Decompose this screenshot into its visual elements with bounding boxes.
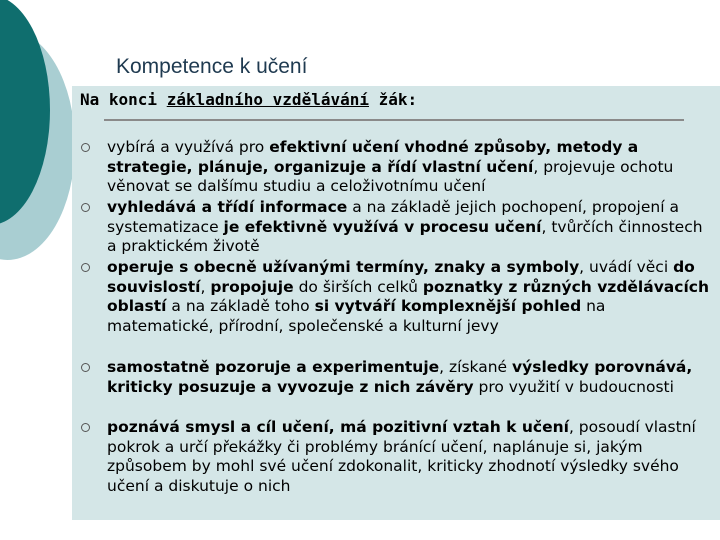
heading-prefix: Na konci [80,90,167,109]
list-item: samostatně pozoruje a experimentuje, získané výsledky porovnává, kriticky posuzuje a vyvozuje z nich závěry pro využití v budoucnosti [76,358,712,418]
list-item: vybírá a využívá pro efektivní učení vhodné způsoby, metody a strategie, plánuje, organizuje a řídí vlastní učení, projevuje ochotu věnovat se dalšímu studiu a celoživotnímu učení [76,138,712,198]
bullet-icon [81,363,90,372]
list-item: operuje s obecně užívanými termíny, znaky a symboly, uvádí věci do souvislostí, propojuje do širších celků poznatky z různých vzdělávacích oblastí a na základě toho si vytváří komplexnější pohled na matematické, přírodní, společenské a kulturní jevy [76,258,712,358]
competence-list [76,138,712,496]
heading-link[interactable]: základního vzdělávání [166,90,369,109]
bullet-icon [81,203,90,212]
list-item: poznává smysl a cíl učení, má pozitivní vztah k učení, posoudí vlastní pokrok a určí překážky či problémy bránící učení, naplánuje si, jakým způsobem by mohl své učení zdokonalit, kriticky zhodnotí výsledky svého učení a diskutuje o nich [76,418,712,496]
divider-line [104,119,684,121]
bullet-icon [81,263,90,272]
section-heading [80,90,417,109]
slide-title: Kompetence k učení [116,55,308,78]
heading-suffix: žák: [369,90,418,109]
bullet-icon [81,423,90,432]
bullet-icon [81,143,90,152]
list-item: vyhledává a třídí informace a na základě jejich pochopení, propojení a systematizace je efektivně využívá v procesu učení, tvůrčích činnostech a praktickém životě [76,198,712,258]
